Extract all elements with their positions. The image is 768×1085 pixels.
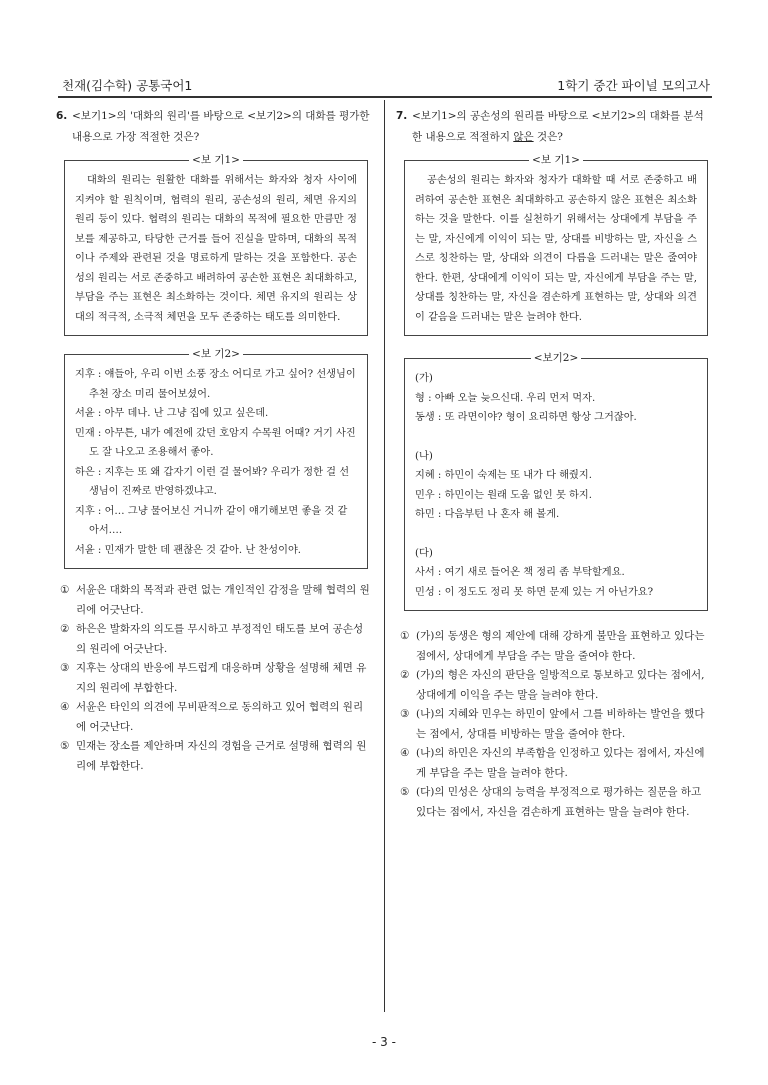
q6-box2-title: <보 기2> <box>189 348 243 360</box>
answer-choice[interactable] <box>396 744 710 783</box>
header-rule <box>58 96 712 98</box>
dialogue-line: 민성 : 이 정도도 정리 못 하면 문제 있는 거 아닌가요? <box>415 586 654 598</box>
q7-box1-title: <보 기1> <box>529 154 583 166</box>
q6-stem <box>56 106 370 148</box>
choice-text: (다)의 민성은 상대의 능력을 부정적으로 평가하는 질문을 하고 있다는 점에서, 자신을 겸손하게 표현하는 말을 늘려야 한다. <box>416 786 702 818</box>
q7-box2-title: <보기2> <box>531 352 582 364</box>
q7-stem-text: <보기1>의 공손성의 원리를 바탕으로 <보기2>의 대화를 분석한 내용으로 적절하지 <box>412 110 704 143</box>
answer-choice[interactable] <box>396 627 710 666</box>
dialogue-line: 민재 : 아무튼, 내가 예전에 갔던 호암지 수목원 어때? 거기 사진도 잘 나오고 조용해서 좋아. <box>75 427 356 458</box>
dialogue-line: 사서 : 여기 새로 들어온 책 정리 좀 부탁할게요. <box>415 567 625 578</box>
dialogue-line: 지후 : 어… 그냥 물어보신 거니까 같이 얘기해보면 좋을 것 같아서…. <box>75 505 348 536</box>
choice-text: (나)의 하민은 자신의 부족함을 인정하고 있다는 점에서, 자신에게 부담을 주는 말을 늘려야 한다. <box>416 747 705 779</box>
choice-text: (가)의 동생은 형의 제안에 대해 강하게 불만을 표현하고 있다는 점에서, 상대에게 부담을 주는 말을 줄여야 한다. <box>416 630 705 662</box>
dialogue-line: 서윤 : 아무 데나. 난 그냥 집에 있고 싶은데. <box>75 408 269 419</box>
q7-stem <box>396 106 710 148</box>
q7-box1 <box>404 154 708 336</box>
choice-text: 하은은 발화자의 의도를 무시하고 부정적인 태도를 보여 공손성의 원리에 어긋난다. <box>76 623 364 655</box>
q6-box1-text: 대화의 원리는 원활한 대화를 위해서는 화자와 청자 사이에 지켜야 할 원칙이며, 협력의 원리, 공손성의 원리, 체면 유지의 원리 등이 있다. 협력의 원리는 대화의 목적에 필요한 만큼만 정보를 제공하고, 타당한 근거를 들어 진실을 말하며, 대화의 목적이나 주제와 관련된 것을 명료하게 말하는 것을 포함한다. 공손성의 원리는 서로 존중하고 배려하여 공손한 표현은 최대화하고, 부담을 주는 표현은 최소화하는 것이다. 체면 유지의 원리는 상대의 적극적, 소극적 체면을 모두 존중하는 태도를 의미한다. <box>75 175 357 323</box>
choice-number: ⑤ <box>400 786 410 798</box>
q6-box2 <box>64 348 368 569</box>
dialogue-line: 서윤 : 민재가 말한 데 괜찮은 것 같아. 난 찬성이야. <box>75 544 302 556</box>
choice-number: ③ <box>60 662 70 674</box>
dialogue-line: 지혜 : 하민이 숙제는 또 내가 다 해줬지. <box>415 470 592 481</box>
choice-number: ④ <box>60 701 70 713</box>
choice-number: ① <box>60 584 70 596</box>
q7-choices <box>396 627 710 822</box>
choice-text: (나)의 지혜와 민우는 하민이 앞에서 그를 비하하는 발언을 했다는 점에서, 상대를 비방하는 말을 줄여야 한다. <box>416 708 705 740</box>
answer-choice[interactable] <box>396 666 710 705</box>
choice-number: ③ <box>400 708 410 720</box>
choice-number: ② <box>60 623 70 635</box>
answer-choice[interactable] <box>396 783 710 822</box>
q6-stem-text: <보기1>의 '대화의 원리'를 바탕으로 <보기2>의 대화를 평가한 내용으로 가장 적절한 것은? <box>72 110 370 143</box>
dialogue-line: 하은 : 지후는 또 왜 갑자기 이런 걸 물어봐? 우리가 정한 걸 선생님이 진짜로 반영하겠냐고. <box>75 466 350 497</box>
answer-choice[interactable] <box>396 705 710 744</box>
page-number: - 3 - <box>372 1035 396 1049</box>
group-label: (나) <box>415 450 433 462</box>
choice-number: ② <box>400 669 410 681</box>
dialogue-line: 하민 : 다음부턴 나 혼자 해 볼게. <box>415 509 560 520</box>
q7-stem-emphasis: 않은 <box>513 131 534 143</box>
dialogue-line: 동생 : 또 라면이야? 형이 요리하면 항상 그거잖아. <box>415 412 637 423</box>
q7-number: 7. <box>396 110 408 122</box>
answer-choice[interactable] <box>56 698 370 737</box>
q6-box1-title: <보 기1> <box>189 154 243 166</box>
question-6 <box>56 106 370 776</box>
answer-choice[interactable] <box>56 620 370 659</box>
answer-choice[interactable] <box>56 581 370 620</box>
q7-stem-end: 것은? <box>533 131 563 143</box>
answer-choice[interactable] <box>56 659 370 698</box>
q6-number: 6. <box>56 110 68 122</box>
choice-number: ① <box>400 630 410 642</box>
choice-text: 서윤은 대화의 목적과 관련 없는 개인적인 감정을 말해 협력의 원리에 어긋난다. <box>76 584 370 616</box>
dialogue-line: 지후 : 얘들아, 우리 이번 소풍 장소 어디로 가고 싶어? 선생님이 추천 장소 미리 물어보셨어. <box>75 369 356 400</box>
q7-box2 <box>404 352 708 611</box>
header-exam-title: 1학기 중간 파이널 모의고사 <box>557 78 710 93</box>
choice-text: 민재는 장소를 제안하며 자신의 경험을 근거로 설명해 협력의 원리에 부합한다. <box>76 740 367 772</box>
choice-text: 지후는 상대의 반응에 부드럽게 대응하며 상황을 설명해 체면 유지의 원리에 부합한다. <box>76 662 367 694</box>
q7-box1-text: 공손성의 원리는 화자와 청자가 대화할 때 서로 존중하고 배려하여 공손한 표현은 최대화하고 공손하지 않은 표현은 최소화하는 것을 말한다. 이를 실천하기 위해서는 상대에게 부담을 주는 말, 자신에게 이익이 되는 말, 상대를 비방하는 말, 자신을 스스로 칭찬하는 말, 상대와 의견이 다름을 드러내는 말은 줄여야 한다. 한편, 상대에게 이익이 되는 말, 자신에게 부담을 주는 말, 상대를 칭찬하는 말, 자신을 겸손하게 표현하는 말, 상대와 의견이 같음을 드러내는 말은 늘려야 한다. <box>415 175 697 323</box>
choice-text: (가)의 형은 자신의 판단을 일방적으로 통보하고 있다는 점에서, 상대에게 이익을 주는 말을 늘려야 한다. <box>416 669 705 701</box>
group-label: (다) <box>415 547 433 559</box>
header-subject: 천재(김수학) 공통국어1 <box>62 78 193 93</box>
choice-text: 서윤은 타인의 의견에 무비판적으로 동의하고 있어 협력의 원리에 어긋난다. <box>76 701 364 733</box>
choice-number: ⑤ <box>60 740 70 752</box>
q6-choices <box>56 581 370 776</box>
dialogue-line: 형 : 아빠 오늘 늦으신대. 우리 먼저 먹자. <box>415 392 596 404</box>
group-label: (가) <box>415 373 433 384</box>
dialogue-line: 민우 : 하민이는 원래 도움 없인 못 하지. <box>415 489 592 501</box>
q6-box1 <box>64 154 368 336</box>
choice-number: ④ <box>400 747 410 759</box>
question-7 <box>396 106 710 822</box>
column-divider <box>384 100 385 1012</box>
answer-choice[interactable] <box>56 737 370 776</box>
